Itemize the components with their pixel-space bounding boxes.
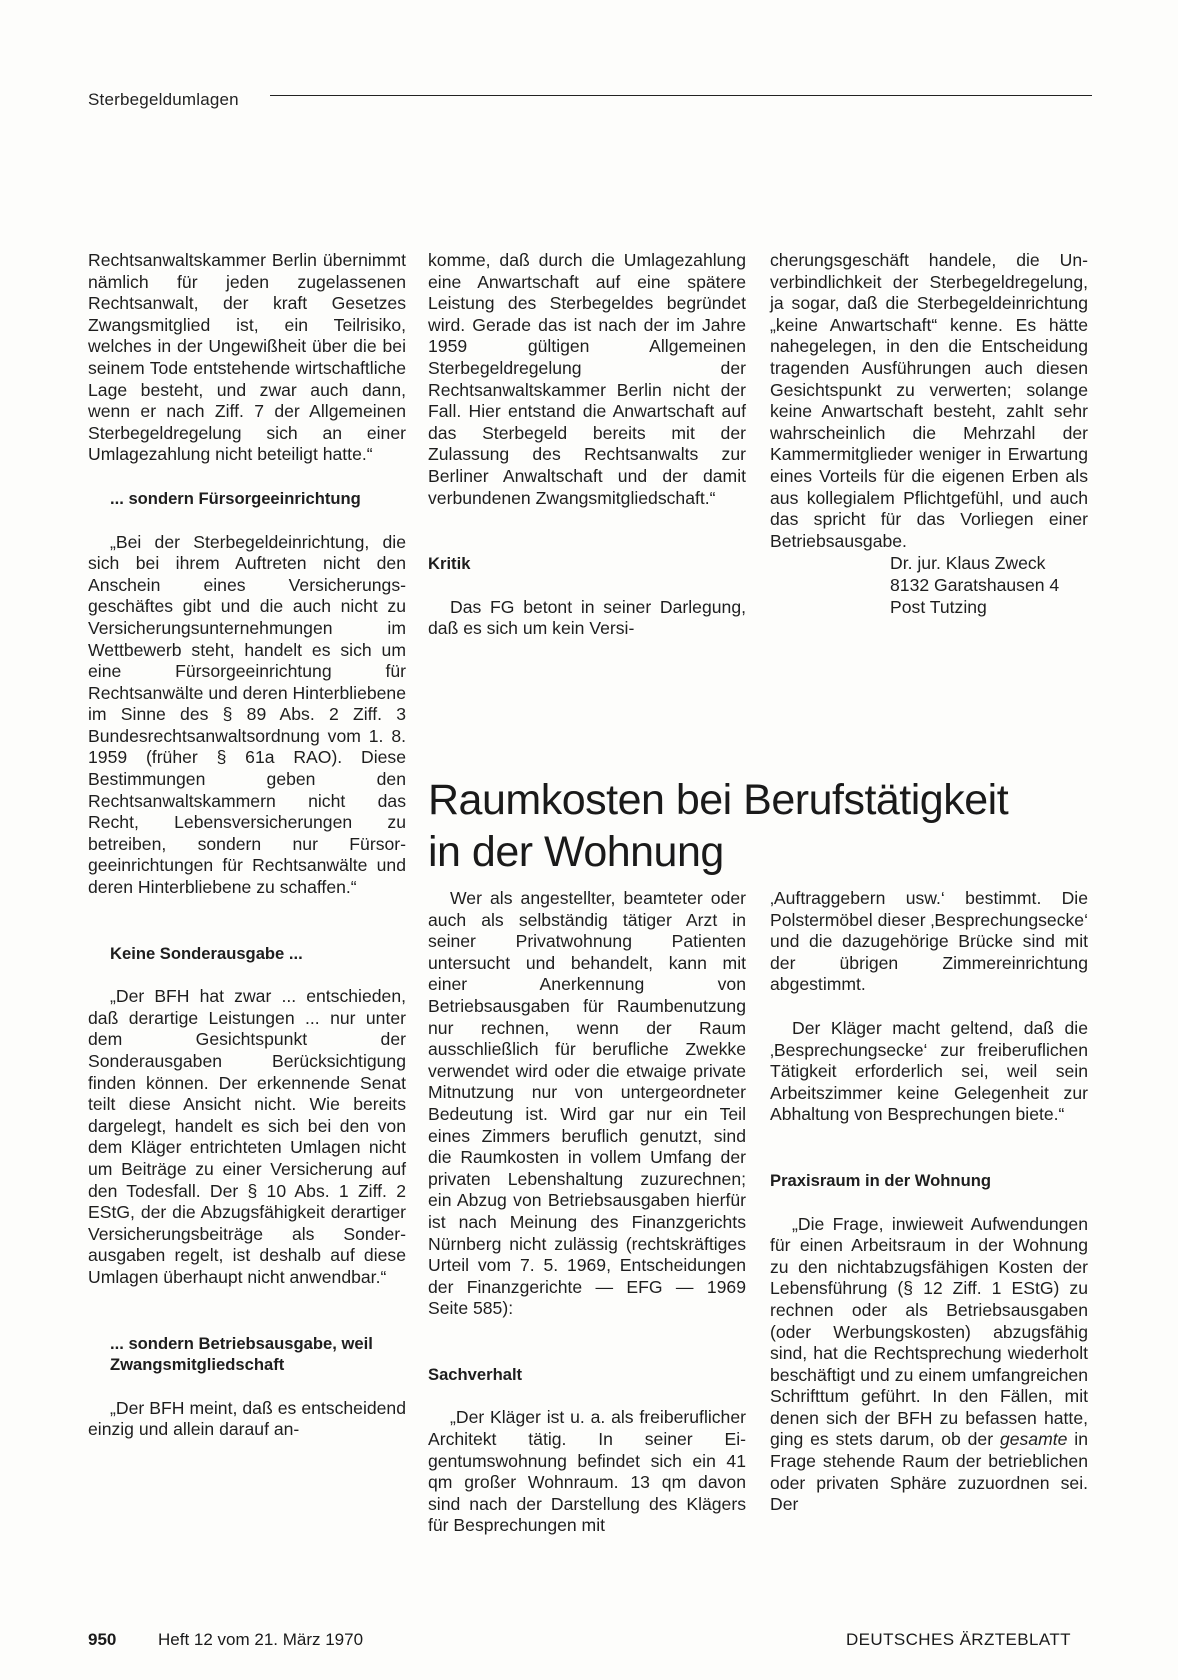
- text-run: in Frage stehende Raum der betrieblichen oder privaten Sphäre zuzuordnen sei. Der: [770, 1429, 1088, 1515]
- section-label: Sterbegeldumlagen: [88, 90, 239, 109]
- text-run: „Die Frage, inwieweit Aufwendungen für einen Arbeitsraum in der Wohnung zu den nichtabzugsfähigen Kosten der Lebensführung (§ 12 Ziff. 1 EStG) zu rechnen oder als Betriebsausgaben (oder Werbungskosten) abzugsfähig sind, hat die Rechtsprechung wiederholt beschäftigt und zu einem umfangreichen Schrifttum geführt. In den Fällen, mit denen sich der BFH zu befassen hatte, ging es stets darum, ob der: [770, 1213, 1088, 1450]
- journal-name: DEUTSCHES ÄRZTEBLATT: [846, 1630, 1071, 1649]
- paragraph: Rechtsanwaltskammer Berlin übernimmt nämlich für jeden zugelassenen Rechtsanwalt, der kraft Gesetzes Zwangsmitglied ist, ein Teilrisiko, welches in der Ungewißheit über die bei seinem Tode entstehende wirtschaftliche Lage besteht, und zwar auch dann, wenn er nach Ziff. 7 der Allgemeinen Sterbegeldregelung sich an einer Umlagezahlung nicht beteiligt hatte.“: [88, 250, 406, 465]
- paragraph: „Bei der Sterbegeldeinrichtung, die sich bei ihrem Auftreten nicht den Anschein eines Versicherungsgeschäftes gibt und die auch nicht zu Versicherungsunternehmungen im Wettbewerb steht, handelt es sich um eine Fürsorgeeinrichtung für Rechtsanwälte und deren Hinterbliebene im Sinne des § 89 Abs. 2 Ziff. 3 Bundesrechtsanwaltsordnung vom 1. 8. 1959 (früher § 61a RAO). Diese Bestimmungen geben den Rechtsanwaltskammern nicht das Recht, Lebensversicherungen zu betreiben, sondern nur Fürsorgeeinrichtungen für Rechtsanwälte und deren Hinterbliebene zu schaffen.“: [88, 531, 406, 898]
- author-address: 8132 Garatshausen 4: [890, 575, 1060, 596]
- column-1: [88, 250, 406, 1441]
- paragraph: komme, daß durch die Umlagezahlung eine Anwartschaft auf eine spätere Leistung des Sterbegeldes begründet wird. Gerade das ist nach der im Jahre 1959 gültigen Allgemeinen Sterbegeldregelung der Rechtsanwaltskammer Berlin nicht der Fall. Hier entstand die Anwartschaft auf das Sterbegeld bereits mit der Zulassung des Rechtsanwalts zur Berliner Anwaltschaft und der damit verbundenen Zwangsmitgliedschaft.“: [428, 250, 746, 508]
- paragraph: Das FG betont in seiner Darlegung, daß es sich um kein Versi-: [428, 596, 746, 639]
- subheading: Praxisraum in der Wohnung: [770, 1170, 991, 1190]
- author-name: Dr. jur. Klaus Zweck: [890, 553, 1046, 574]
- paragraph: [770, 1214, 1088, 1516]
- column-3: [770, 250, 1088, 618]
- emphasis: gesamte: [999, 1429, 1068, 1450]
- subheading: ... sondern Betriebsausgabe, weil Zwangsmitgliedschaft: [110, 1333, 373, 1375]
- paragraph: „Der BFH meint, daß es entscheidend einzig und allein darauf an-: [88, 1397, 406, 1440]
- subheading: Keine Sonderausgabe ...: [110, 943, 303, 963]
- page-number: 950: [88, 1630, 117, 1649]
- paragraph: „Der Kläger ist u. a. als freiberuflicher Architekt tätig. In seiner Eigentumswohnung befindet sich ein 41 qm großer Wohnraum. 13 qm davon sind nach der Darstellung des Klägers für Besprechungen mit: [428, 1407, 746, 1536]
- subheading: Sachverhalt: [428, 1364, 523, 1384]
- paragraph: Wer als angestellter, beamteter oder auch als selbständig tätiger Arzt in seiner Privatwohnung Patienten untersucht und behandelt, kann mit einer Anerkennung von Betriebsausgaben für Raumbenutzung nur rechnen, wenn der Raum ausschließlich für berufliche Zwekke verwendet wird oder die etwaige private Mitnutzung nur von untergeordneter Bedeutung ist. Wird gar nur ein Teil eines Zimmers beruflich genutzt, sind die Raumkosten in vollem Umfang der privaten Lebenshaltung zuzurechnen; ein Abzug von Betriebsausgaben hierfür ist nach Meinung des Finanzgerichts Nürnberg nicht zulässig (rechtskräftiges Urteil vom 7. 5. 1969, Entscheidungen der Finanzgerichte — EFG — 1969 Seite 585):: [428, 888, 746, 1319]
- paragraph: „Der BFH hat zwar ... entschieden, daß derartige Leistungen ... nur unter dem Gesichtspunkt der Sonderausgaben Berücksichtigung finden können. Der erkennende Senat teilt diese Ansicht nicht. Wie bereits dargelegt, handelt es sich bei den von dem Kläger entrichteten Umlagen nicht um Beiträge zu einer Versicherung auf den Todesfall. Der § 10 Abs. 1 Ziff. 2 EStG, der die Abzugsfähigkeit derartiger Versicherungsbeiträge als Sonderausgaben regelt, ist deshalb auf diese Umlagen überhaupt nicht anwendbar.“: [88, 986, 406, 1287]
- paragraph: cherungsgeschäft handele, die Unverbindlichkeit der Sterbegeldregelung, ja sogar, daß die Sterbegeldeinrichtung „keine Anwartschaft“ kenne. Es hätte nahegelegen, in den die Entscheidung tragenden Ausführungen auch diesen Gesichtspunkt zu verwerten; solange keine Anwartschaft besteht, zahlt sehr wahrscheinlich die Mehrzahl der Kammermitglieder weniger in Erwartung eines Vorteils für die eigenen Erben als aus kollegialem Pflichtgefühl, und auch das spricht für das Vorliegen einer Betriebsausgabe.: [770, 250, 1088, 551]
- column-2: [428, 250, 746, 640]
- article-title-line: in der Wohnung: [428, 827, 724, 876]
- paragraph: Der Kläger macht geltend, daß die ‚Besprechungsecke‘ zur freiberuflichen Tätigkeit erforderlich sei, weil sein Arbeitszimmer keine Gelegenheit zur Abhaltung von Besprechungen biete.“: [770, 1017, 1088, 1125]
- paragraph: ‚Auftraggebern usw.‘ bestimmt. Die Polstermöbel dieser ‚Besprechungsecke‘ und die dazugehörige Brücke sind mit der übrigen Zimmereinrichtung abgestimmt.: [770, 888, 1088, 995]
- subheading: Kritik: [428, 554, 471, 574]
- subheading: ... sondern Fürsorgeeinrichtung: [110, 488, 361, 508]
- header-rule: [270, 95, 1092, 96]
- author-address: Post Tutzing: [890, 597, 987, 618]
- article-title-line: Raumkosten bei Berufstätigkeit: [428, 775, 1009, 824]
- article-title: [428, 774, 1108, 878]
- column-4: [428, 888, 746, 1537]
- column-5: [770, 888, 1088, 1516]
- issue-info: Heft 12 vom 21. März 1970: [158, 1630, 364, 1649]
